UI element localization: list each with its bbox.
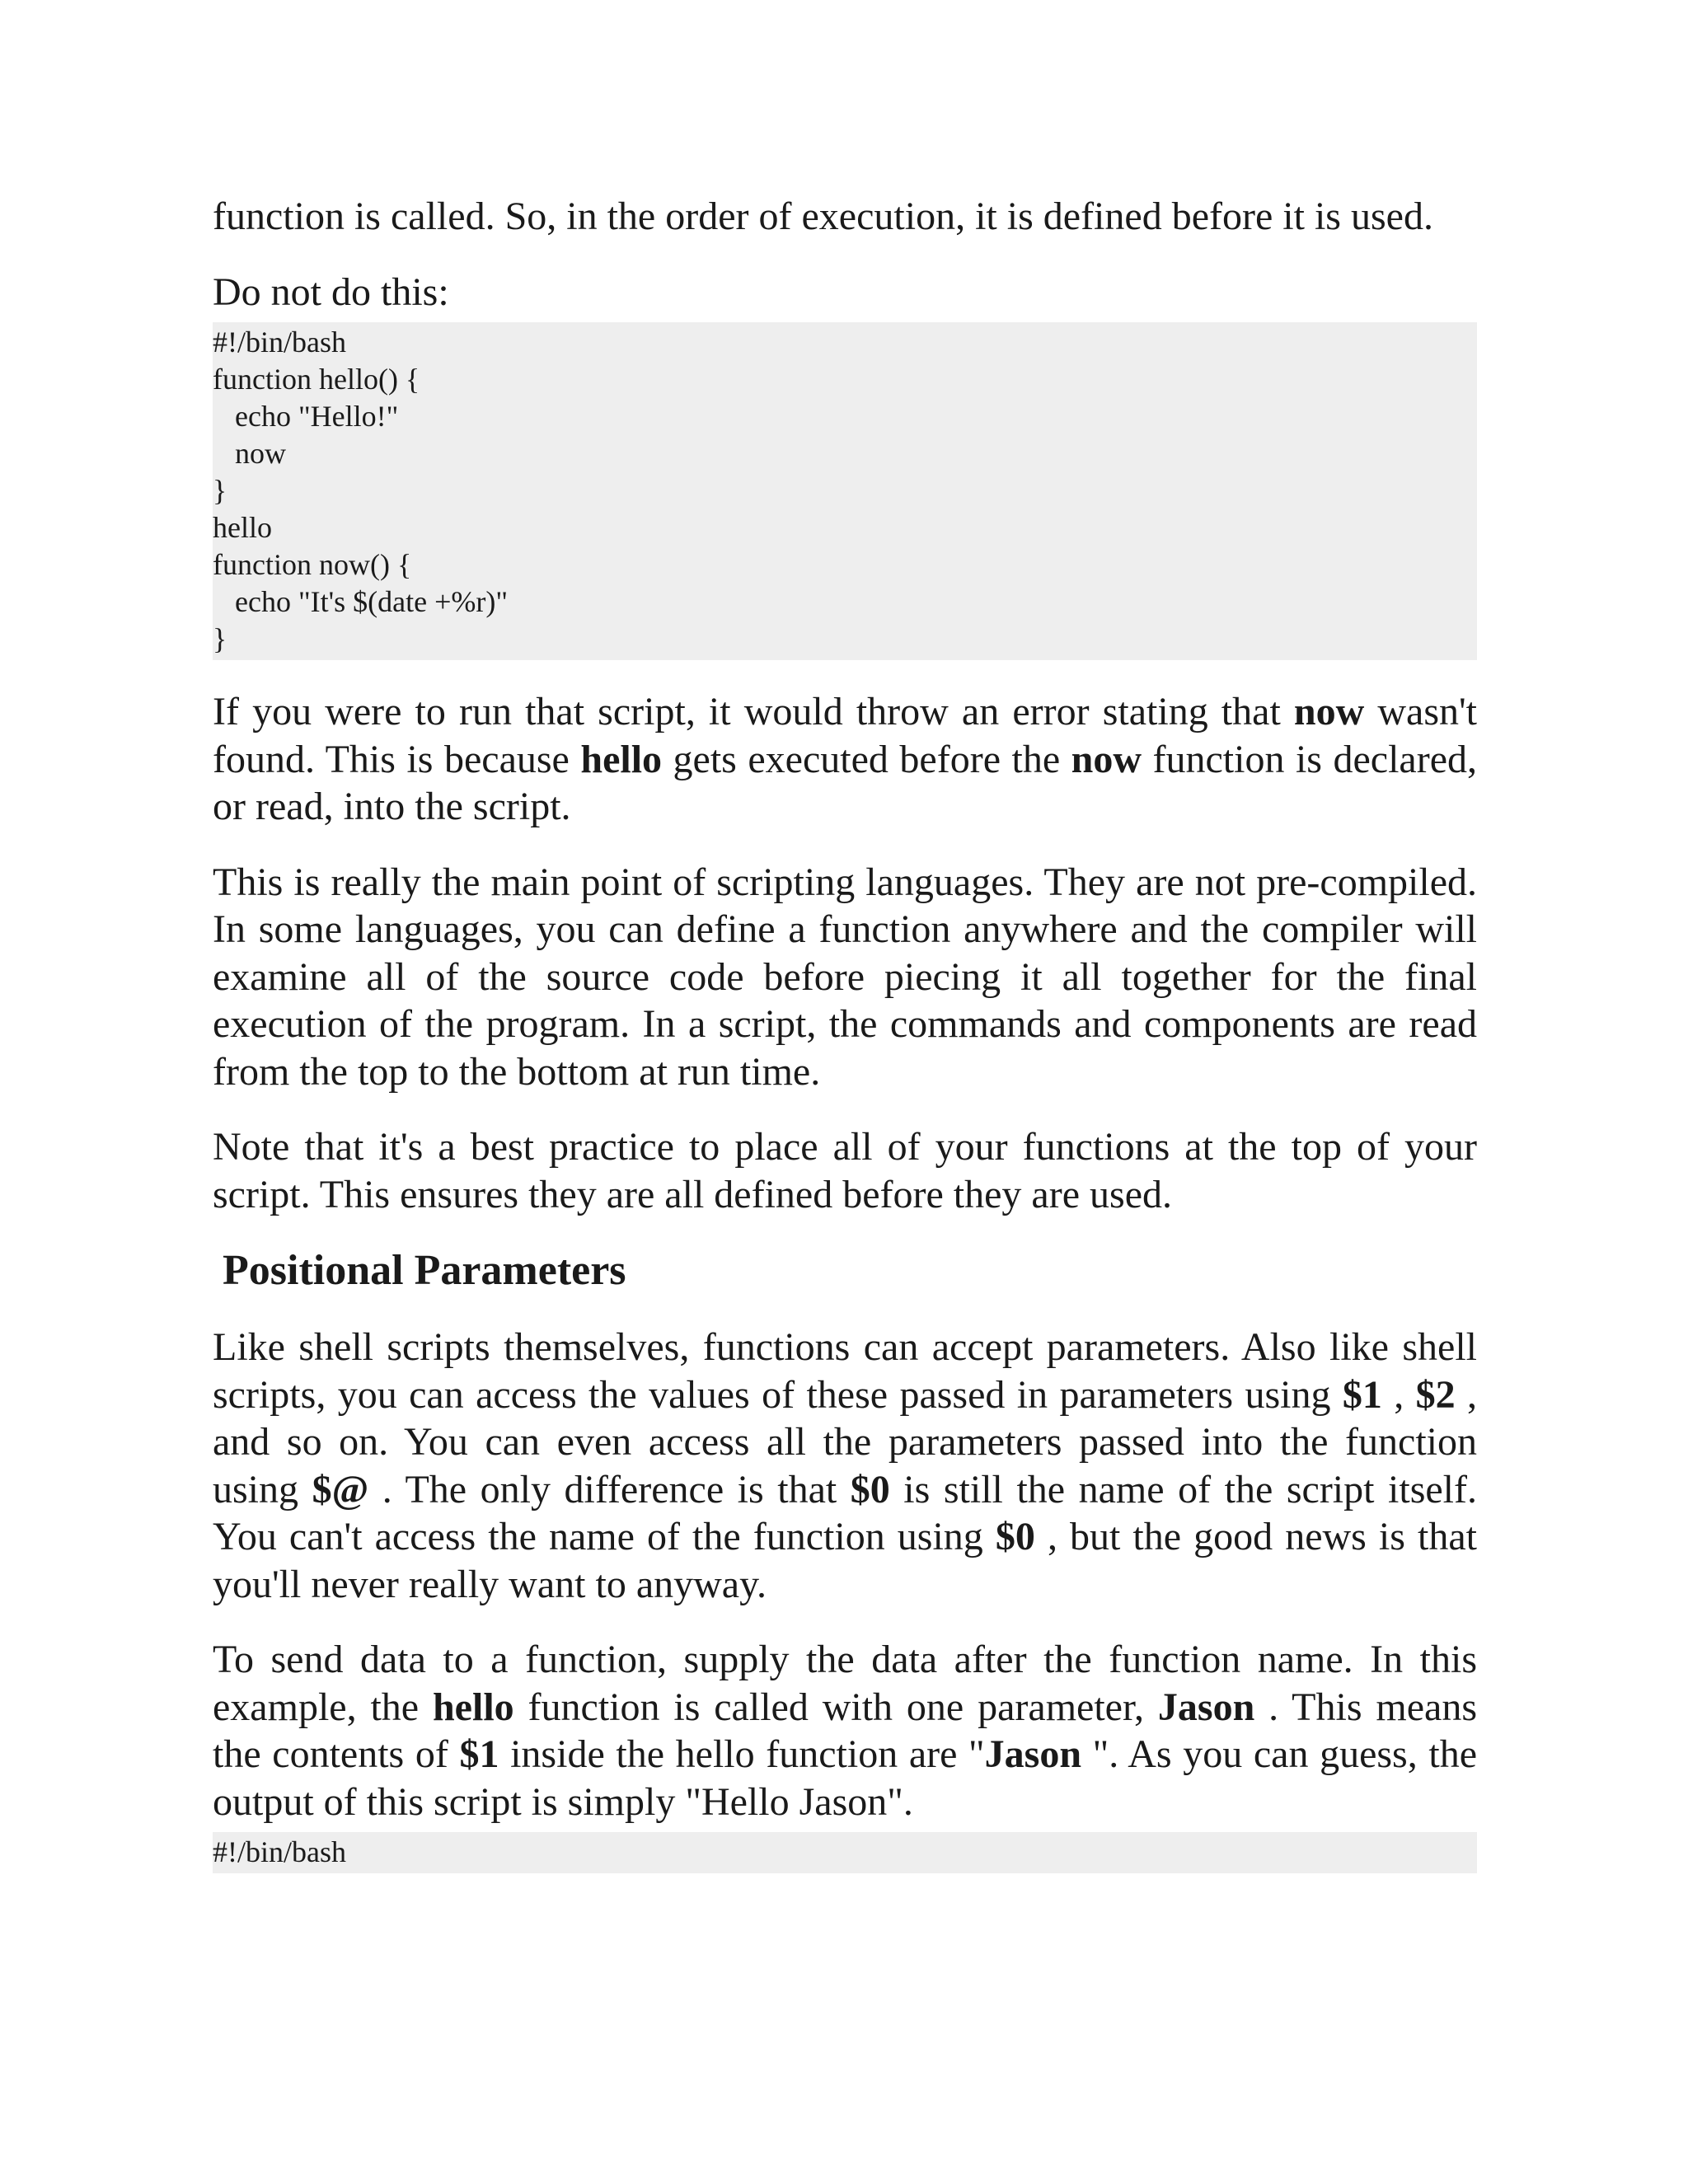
code-line: function hello() { (213, 363, 420, 396)
text-run: . The only difference is that (368, 1467, 851, 1511)
code-line: #!/bin/bash (213, 326, 346, 359)
code-line: function now() { (213, 548, 412, 581)
text-run: . This means the contents of (213, 1685, 1478, 1776)
code-line: now (213, 437, 286, 470)
text-run: function is called with one parameter, (513, 1685, 1158, 1729)
paragraph-order-of-execution: function is called. So, in the order of execution, it is defined before it is used. (213, 194, 1433, 238)
code-line: } (213, 622, 227, 655)
paragraph-best-practice: Note that it's a best practice to place all of your functions at the top of your script. This ensures they are all defined before they are used. (213, 1125, 1477, 1216)
bold-term: $@ (312, 1467, 369, 1511)
code-line: hello (213, 511, 272, 544)
text-run: To send data to a function, supply the data after the function name. In this example, the (213, 1638, 1477, 1729)
bold-term: $1 (459, 1732, 499, 1776)
bold-term: Jason (984, 1732, 1082, 1776)
code-line: echo "It's $(date +%r)" (213, 585, 509, 618)
text-run: , (1381, 1372, 1416, 1417)
bold-term: now (1071, 737, 1142, 781)
code-line: echo "Hello!" (213, 400, 399, 433)
text-run: is still the name of the script itself. You can't access the name of the function using (213, 1467, 1477, 1558)
paragraph-scripting-languages: This is really the main point of scripting languages. They are not pre-compiled. In some languages, you can define a function anywhere and the compiler will examine all of the source code before piecing it all together for the final execution of the program. In a script, the commands and components are read from the top to the bottom at run time. (213, 860, 1477, 1094)
bold-term: now (1293, 690, 1365, 733)
section-heading: Positional Parameters (223, 1247, 626, 1294)
bold-term: hello (580, 737, 663, 781)
text-run: gets executed before the (662, 737, 1071, 781)
bold-term: $0 (850, 1467, 890, 1511)
text-run: inside the hello function are " (499, 1732, 985, 1776)
bold-term: $2 (1415, 1372, 1456, 1417)
text-run: function is declared, or read, into the script. (213, 737, 1478, 828)
paragraph-send-data (213, 1636, 1477, 1825)
paragraph-error-explanation (213, 688, 1477, 831)
text-run: wasn't found. This is because (213, 690, 1477, 781)
bold-term: hello (432, 1685, 514, 1729)
code-line: #!/bin/bash (213, 1835, 346, 1868)
text-run: ". As you can guess, the output of this script is simply "Hello Jason". (213, 1732, 1477, 1824)
paragraph-do-not-do-this: Do not do this: (213, 269, 449, 314)
text-run: If you were to run that script, it would throw an error stating that (213, 690, 1294, 733)
bold-term: $1 (1342, 1372, 1382, 1417)
code-line: } (213, 474, 227, 507)
code-block-bad-example (213, 322, 1477, 660)
code-block-param-example (213, 1832, 1477, 1873)
text-run: , and so on. You can even access all the parameters passed into the function using (213, 1372, 1478, 1511)
text-run: Like shell scripts themselves, functions can accept parameters. Also like shell scripts, you can access the values of these passed in parameters using (213, 1325, 1477, 1417)
paragraph-parameters (213, 1324, 1477, 1608)
text-run: , but the good news is that you'll never really want to anyway. (213, 1515, 1477, 1606)
bold-term: $0 (995, 1515, 1035, 1558)
bold-term: Jason (1157, 1685, 1255, 1729)
document-page (213, 193, 1477, 1873)
